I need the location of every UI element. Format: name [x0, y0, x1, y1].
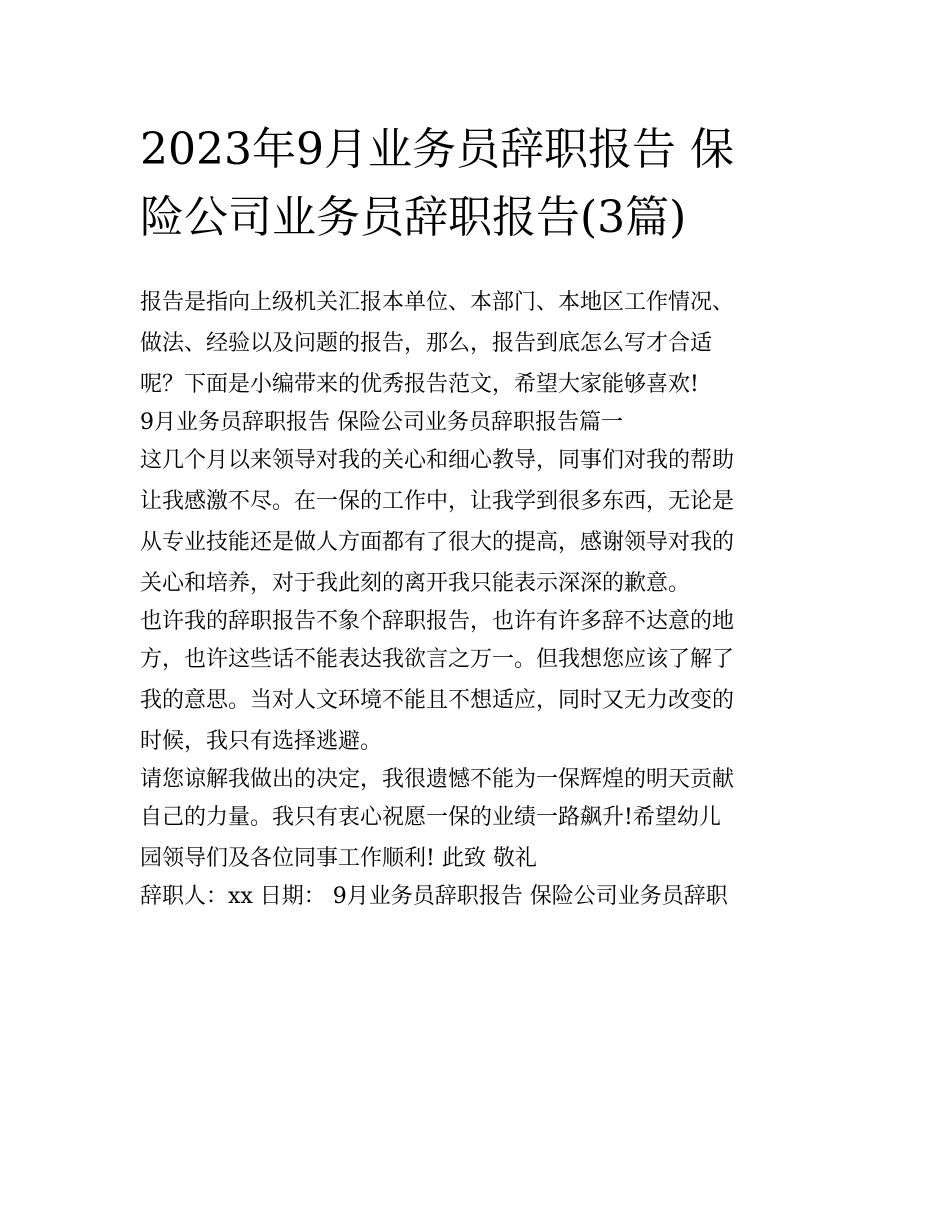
document-body [140, 282, 840, 914]
paragraph-2-line-2: 方，也许这些话不能表达我欲言之万一。但我想您应该了解了 [140, 647, 735, 672]
paragraph-1-line-4: 关心和培养，对于我此刻的离开我只能表示深深的歉意。 [140, 571, 691, 596]
paragraph-2-line-3: 我的意思。当对人文环境不能且不想适应，同时又无力改变的 [140, 688, 735, 713]
paragraph-1-line-2: 让我感激不尽。在一保的工作中，让我学到很多东西，无论是 [140, 489, 735, 514]
intro-line-1: 报告是指向上级机关汇报本单位、本部门、本地区工作情况、 [140, 290, 735, 315]
document-title [140, 116, 830, 252]
intro-line-3: 呢？下面是小编带来的优秀报告范文，希望大家能够喜欢! [140, 372, 699, 397]
paragraph-3-line-1: 请您谅解我做出的决定，我很遗憾不能为一保辉煌的明天贡献 [140, 767, 735, 792]
paragraph-3-line-3: 园领导们及各位同事工作顺利! 此致 敬礼 [140, 846, 537, 871]
paragraph-2-line-1: 也许我的辞职报告不象个辞职报告，也许有许多辞不达意的地 [140, 609, 735, 634]
paragraph-3-line-2: 自己的力量。我只有衷心祝愿一保的业绩一路飙升!希望幼儿 [140, 805, 721, 830]
signature-line: 辞职人：xx 日期： 9月业务员辞职报告 保险公司业务员辞职 [140, 884, 728, 909]
paragraph-2-line-4: 时候，我只有选择逃避。 [140, 729, 383, 754]
paragraph-1-line-3: 从专业技能还是做人方面都有了很大的提高，感谢领导对我的 [140, 530, 735, 555]
title-line-1: 2023年9月业务员辞职报告 保 [140, 124, 734, 175]
paragraph-1-line-1: 这几个月以来领导对我的关心和细心教导，同事们对我的帮助 [140, 448, 735, 473]
section-heading-1: 9月业务员辞职报告 保险公司业务员辞职报告篇一 [140, 410, 623, 435]
title-line-2: 险公司业务员辞职报告(3篇) [140, 192, 687, 243]
intro-line-2: 做法、经验以及问题的报告，那么，报告到底怎么写才合适 [140, 331, 713, 356]
